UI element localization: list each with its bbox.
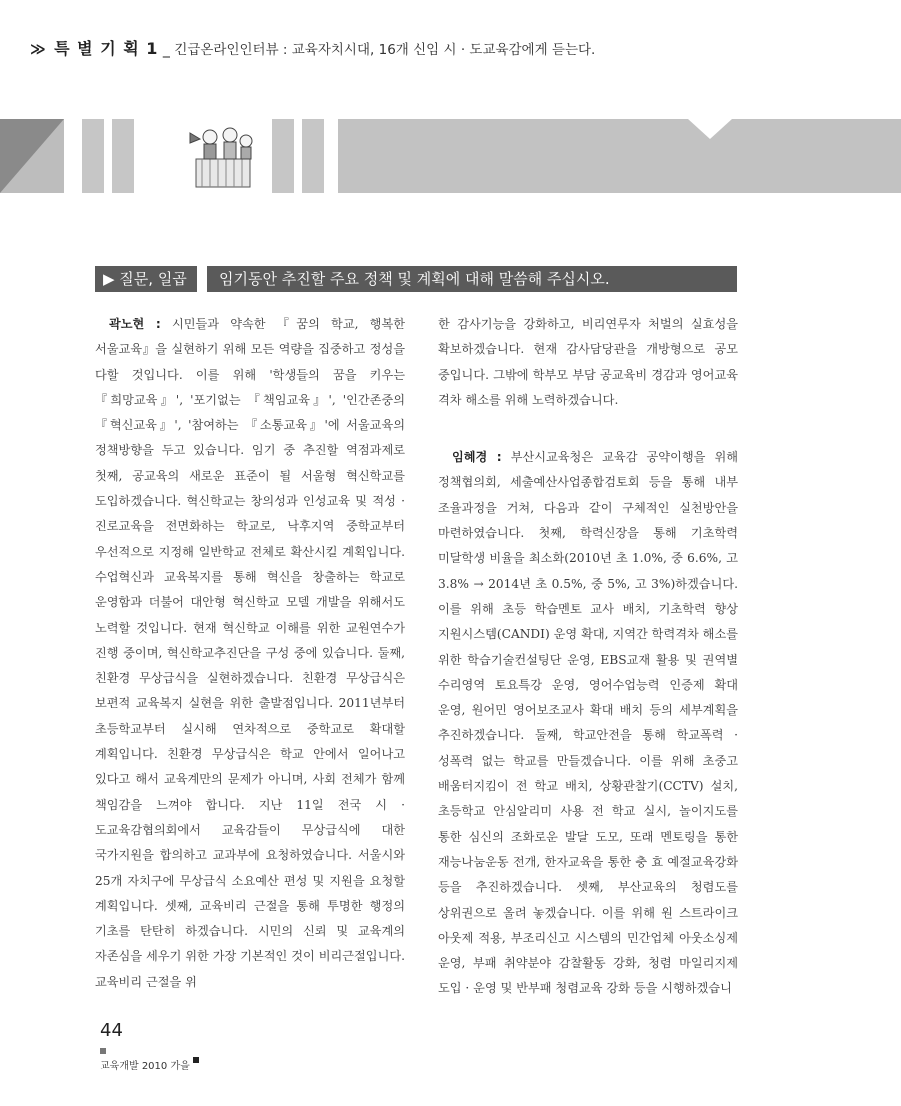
decor-bar [82, 119, 104, 193]
answer-continued: 한 감사기능을 강화하고, 비리연루자 처벌의 실효성을 확보하겠습니다. 현재 감사담당관을 개방형으로 공모 중입니다. 그밖에 학부모 부담 공교육비 경감과 영어교육 격차 해소를 위해 노력하겠습니다. [438, 317, 738, 407]
decor-band-right [338, 119, 901, 193]
right-column [438, 312, 738, 1002]
speaker-name: 곽노현 : [109, 317, 161, 331]
speaker-name: 임혜경 : [452, 450, 502, 465]
section-label: 특 별 기 획 1 [54, 39, 159, 58]
decor-bar [112, 119, 134, 193]
question-number-label: ▶ 질문, 일곱 [95, 266, 197, 292]
header-subtitle: 긴급온라인인터뷰 : 교육자치시대, 16개 신임 시 · 도교육감에게 듣는다. [174, 42, 596, 58]
chevron-icon: ≫ [30, 40, 46, 58]
decor-bar [272, 119, 294, 193]
paragraph-gap [438, 413, 738, 445]
answer-paragraph [438, 445, 738, 1002]
running-header [30, 36, 595, 58]
decor-bar [302, 119, 324, 193]
answer-text: 부산시교육청은 교육감 공약이행을 위해 정책협의회, 세출예산사업종합검토회 등을 통해 내부 조율과정을 거쳐, 다음과 같이 구체적인 실천방안을 마련하였습니다. 첫째, 학력신장을 통해 기초학력 미달학생 비율을 최소화(2010년 초 1.0%, 중 6.6%, 고 3.8% → 2014년 초 0.5%, 중 5%, 고 3%)하겠습니다. 이를 위해 초등 학습멘토 교사 배치, 기초학력 향상 지원시스템(CANDI) 운영 확대, 지역간 학력격차 해소를 위한 학습기술컨설팅단 운영, EBS교재 활용 및 권역별 수리영역 토요특강 운영, 영어수업능력 인증제 확대 운영, 원어민 영어보조교사 확대 배치 등의 세부계획을 추진하겠습니다. 둘째, 학교안전을 통해 학교폭력 · 성폭력 없는 학교를 만들겠습니다. 이를 위해 초중고 배움터지킴이 전 학교 배치, 상황관찰기(CCTV) 설치, 초등학교 안심알리미 사용 전 학교 실시, 놀이지도를 통한 심신의 조화로운 발달 도모, 또래 멘토링을 통한 재능나눔운동 전개, 한자교육을 통한 충 효 예절교육강화 등을 추진하겠습니다. 셋째, 부산교육의 청렴도를 상위권으로 올려 놓겠습니다. 이를 위해 원 스트라이크 아웃제 적용, 부조리신고 시스템의 민간업체 아웃소싱제 운영, 부패 취약분야 감찰활동 강화, 청렴 마일리지제 도입 · 운영 및 반부패 청렴교육 강화 등을 시행하겠습니 [438, 450, 739, 996]
page-number: 44 [100, 1020, 123, 1041]
answer-paragraph [95, 312, 405, 995]
answer-text: 시민들과 약속한 『꿈의 학교, 행복한 서울교육』을 실현하기 위해 모든 역량을 집중하고 정성을 다할 것입니다. 이를 위해 '학생들의 꿈을 키우는 『희망교육』', '포기없는 『책임교육』', '인간존중의 『혁신교육』', '참여하는 『소통교육』'에 서울교육의 정책방향을 두고 있습니다. 임기 중 추진할 역점과제로 첫째, 공교육의 새로운 표준이 될 서울형 혁신학교를 도입하겠습니다. 혁신학교는 창의성과 인성교육 및 적성 · 진로교육을 전면화하는 학교로, 낙후지역 중학교부터 우선적으로 지정해 일반학교 전체로 확산시킬 계획입니다. 수업혁신과 교육복지를 통해 혁신을 창출하는 학교로 운영함과 더불어 대안형 혁신학교 모델 개발을 위해서도 노력할 것입니다. 현재 혁신학교 이해를 위한 교원연수가 진행 중이며, 혁신학교추진단을 구성 중에 있습니다. 둘째, 친환경 무상급식을 실현하겠습니다. 친환경 무상급식은 보편적 교육복지 실현을 위한 출발점입니다. 2011년부터 초등학교부터 실시해 연차적으로 중학교로 확대할 계획입니다. 친환경 무상급식은 학교 안에서 일어나고 있다고 해서 교육계만의 문제가 아니며, 사회 전체가 함께 책임감을 느껴야 합니다. 지난 11일 전국 시 · 도교육감협의회에서 교육감들이 무상급식에 대한 국가지원을 합의하고 교과부에 요청하였습니다. 서울시와 25개 자치구에 무상급식 소요예산 편성 및 지원을 요청할 계획입니다. 셋째, 교육비리 근절을 통해 투명한 행정의 기초를 탄탄히 하겠습니다. 시민의 신뢰 및 교육계의 자존심을 세우기 위한 가장 기본적인 것이 비리근절입니다. 교육비리 근절을 위 [95, 317, 405, 989]
header-separator: _ [162, 42, 170, 58]
question-text: 임기동안 추진할 주요 정책 및 계획에 대해 말씀해 주십시오. [207, 266, 737, 292]
square-bullet-icon [193, 1057, 199, 1063]
magazine-name: 교육개발 2010 가을 [100, 1061, 190, 1072]
square-bullet-icon [100, 1048, 106, 1054]
magazine-footer [100, 1046, 199, 1072]
decor-notch [688, 119, 732, 139]
decor-triangle [0, 119, 64, 193]
children-illustration-icon [186, 121, 262, 189]
left-column [95, 312, 405, 995]
